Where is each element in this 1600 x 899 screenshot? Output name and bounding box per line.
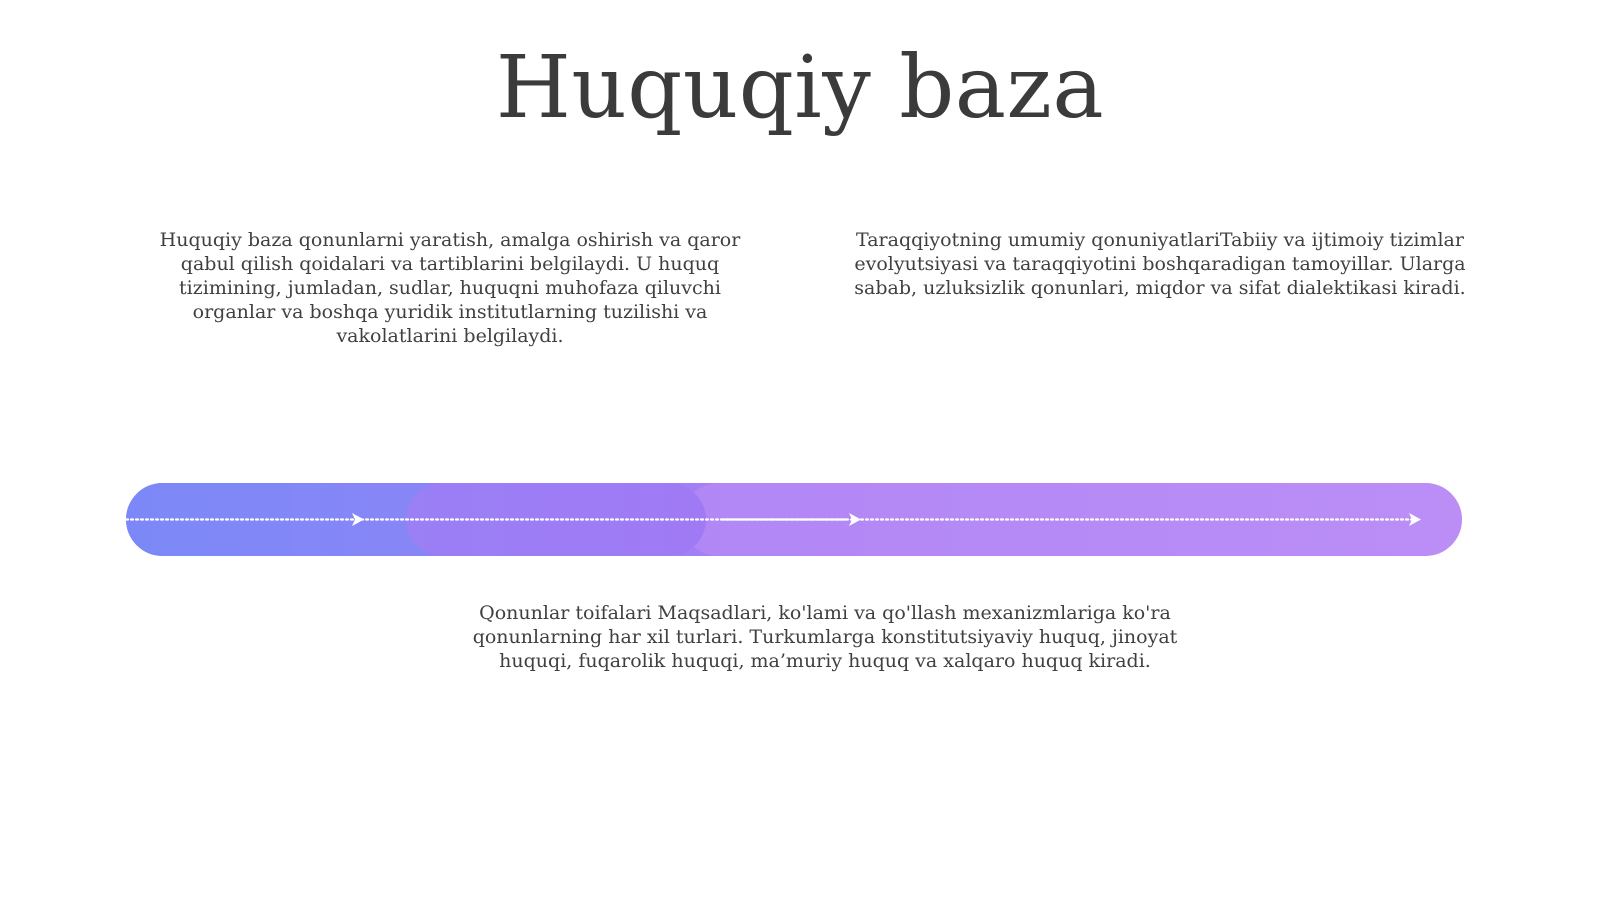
text-block-law-categories: Qonunlar toifalari Maqsadlari, ko'lami va qo'llash mexanizmlariga ko'ra qonunlarning har xil turlari. Turkumlarga konstitutsiyaviy huquq, jinoyat huquqi, fuqarolik huquqi, ma’muriy huquq va xalqaro huquq kiradi. — [472, 602, 1178, 672]
timeline-bar — [126, 483, 1462, 556]
text-block-development-laws: Taraqqiyotning umumiy qonuniyatlariTabiiy va ijtimoiy tizimlar evolyutsiyasi va taraqqiyotini boshqaradigan tamoyillar. Ularga sabab, uzluksizlik qonunlari, miqdor va sifat dialektikasi kiradi. — [854, 229, 1466, 299]
text-block-legal-base: Huquqiy baza qonunlarni yaratish, amalga oshirish va qaror qabul qilish qoidalari va tartiblarini belgilaydi. U huquq tizimining, jumladan, sudlar, huquqni muhofaza qiluvchi organlar va boshqa yuridik institutlarning tuzilishi va vakolatlarini belgilaydi. — [159, 229, 741, 347]
timeline-arrows — [126, 483, 1462, 556]
slide-title: Huquqiy baza — [495, 38, 1105, 138]
